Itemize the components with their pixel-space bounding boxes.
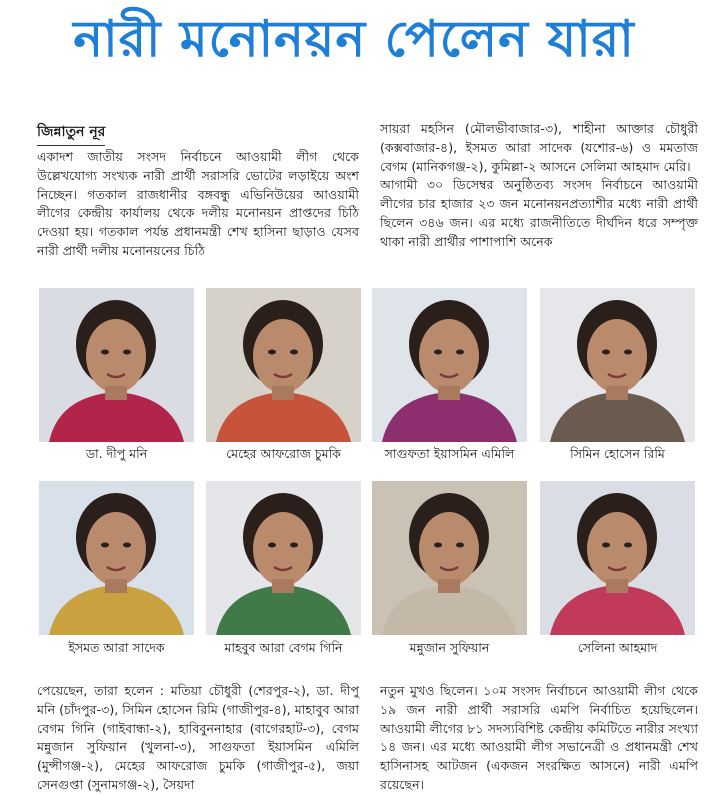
portrait-photo xyxy=(540,481,695,635)
paragraph: নতুন মুখও ছিলেন। ১০ম সংসদ নির্বাচনে আওয়ামী লীগ থেকে ১৯ জন নারী প্রার্থী সরাসরি এমপি নির্বাচিত হয়েছিলেন। আওয়ামী লীগের ৮১ সদস্যবিশিষ্ট কেন্দ্রীয় কমিটিতে নারীর সংখ্যা ১৪ জন। এর মধ্যে আওয়ামী লীগ সভানেত্রী ও প্রধানমন্ত্রী শেখ হাসিনাসহ আটজন (একজন সংরক্ষিত আসনে) নারী এমপি রয়েছেন। xyxy=(380,683,698,792)
portrait-illustration xyxy=(206,288,361,442)
photo-caption: মাহবুব আরা বেগম গিনি xyxy=(224,640,343,655)
portrait-photo xyxy=(206,288,361,442)
photo-caption: মন্নুজান সুফিয়ান xyxy=(409,640,490,655)
article-column-bottom-left xyxy=(37,682,359,795)
photo-caption: সিমিন হোসেন রিমি xyxy=(570,446,665,461)
portrait-illustration xyxy=(372,481,527,635)
portrait-photo xyxy=(39,481,194,635)
portrait-illustration xyxy=(540,481,695,635)
portrait-illustration xyxy=(39,288,194,442)
article-column-top-left xyxy=(37,148,359,261)
portrait-photo xyxy=(39,288,194,442)
portrait-illustration xyxy=(206,481,361,635)
portrait-photo xyxy=(206,481,361,635)
article-column-top-right xyxy=(380,120,698,252)
paragraph: সায়রা মহসিন (মৌলভীবাজার-৩), শাহীনা আক্তার চৌধুরী (কক্সবাজার-৪), ইসমত আরা সাদেক (যশোর-৬) ও মমতাজ বেগম (মানিকগঞ্জ-২), কুমিল্লা-২ আসনে সেলিমা আহমাদ মেরি। xyxy=(380,121,698,174)
photo-caption: ইসমত আরা সাদেক xyxy=(68,640,165,655)
article-column-bottom-right xyxy=(380,682,698,795)
photo-caption: ডা. দীপু মনি xyxy=(85,446,148,461)
paragraph: আগামী ৩০ ডিসেম্বর অনুষ্ঠিতব্য সংসদ নির্বাচনে আওয়ামী লীগের চার হাজার ২৩ জন মনোনয়নপ্রত্যাশীর মধ্যে নারী প্রার্থী ছিলেন ৩৪৬ জন। এর মধ্যে রাজনীতিতে দীর্ঘদিন ধরে সম্পৃক্ত থাকা নারী প্রার্থীর পাশাপাশি অনেক xyxy=(380,177,698,249)
portrait-illustration xyxy=(39,481,194,635)
headline: নারী মনোনয়ন পেলেন যারা xyxy=(73,10,635,68)
portrait-photo xyxy=(372,288,527,442)
photo-caption: মেহের আফরোজ চুমকি xyxy=(226,446,341,461)
byline: জিন্নাতুন নূর xyxy=(37,120,105,146)
paragraph: একাদশ জাতীয় সংসদ নির্বাচনে আওয়ামী লীগ থেকে উল্লেখযোগ্য সংখ্যক নারী প্রার্থী সরাসরি ভোটের লড়াইয়ে অংশ নিচ্ছেন। গতকাল রাজধানীর বঙ্গবন্ধু এভিনিউয়ের আওয়ামী লীগের কেন্দ্রীয় কার্যালয় থেকে দলীয় মনোনয়ন প্রাপ্তদের চিঠি দেওয়া হয়। গতকাল পর্যন্ত প্রধানমন্ত্রী শেখ হাসিনা ছাড়াও যেসব নারী প্রার্থী দলীয় মনোনয়নের চিঠি xyxy=(37,149,359,258)
portrait-illustration xyxy=(540,288,695,442)
portrait-illustration xyxy=(372,288,527,442)
paragraph: পেয়েছেন, তারা হলেন : মতিয়া চৌধুরী (শেরপুর-২), ডা. দীপু মনি (চাঁদপুর-৩), সিমিন হোসেন রিমি (গাজীপুর-৪), মাহাবুব আরা বেগম গিনি (গাইবান্ধা-২), হাবিবুননাহার (বাগেরহাট-৩), বেগম মন্নুজান সুফিয়ান (খুলনা-৩), সাগুফতা ইয়াসমিন এমিলি (মুন্সীগঞ্জ-২), মেহের আফরোজ চুমকি (গাজীপুর-৫), জয়া সেনগুপ্তা (সুনামগঞ্জ-২), সৈয়দা xyxy=(37,683,359,792)
photo-caption: সাগুফতা ইয়াসমিন এমিলি xyxy=(384,446,515,461)
portrait-photo xyxy=(540,288,695,442)
photo-caption: সেলিনা আহমাদ xyxy=(577,640,658,655)
portrait-photo xyxy=(372,481,527,635)
